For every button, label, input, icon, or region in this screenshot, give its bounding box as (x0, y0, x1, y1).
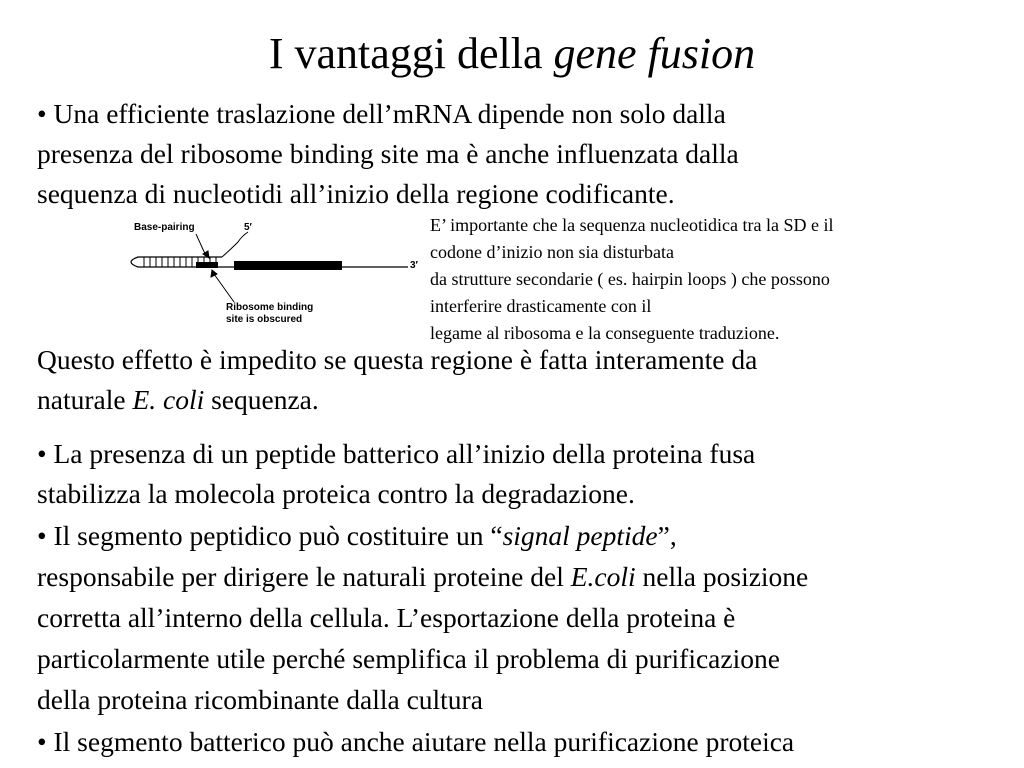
intro-line-1: • Una efficiente traslazione dell’mRNA dipende non solo dalla (37, 98, 726, 129)
coding-region-block (234, 261, 342, 270)
intro-line-2: presenza del ribosome binding site ma è anche influenzata dalla (37, 138, 739, 169)
bullet-2-text-end: ”, (657, 520, 677, 551)
diagram-label-5prime: 5′ (244, 222, 252, 233)
intro-line-3: sequenza di nucleotidi all’inizio della regione codificante. (37, 178, 675, 209)
slide-title (0, 28, 1024, 80)
mrna-hairpin-diagram (110, 212, 430, 342)
bullet-2-line-2-italic: E.coli (570, 561, 636, 592)
note-line-1: E’ importante che la sequenza nucleotidica tra la SD e il (430, 215, 834, 235)
note-line-3: da strutture secondarie ( es. hairpin loops ) che possono (430, 269, 830, 289)
diagram-label-3prime: 3′ (410, 260, 418, 271)
bullet-2-italic: signal peptide (502, 520, 658, 551)
note-line-4: interferire drasticamente con il (430, 296, 652, 316)
bullet-2-line-1 (37, 516, 677, 555)
strand-5prime-end (222, 232, 248, 257)
bullet-1-line-1: • La presenza di un peptide batterico all’inizio della proteina fusa (37, 438, 756, 469)
title-text: I vantaggi della (268, 29, 554, 78)
bullet-2-line-2-text: responsabile per dirigere le naturali proteine del (37, 561, 571, 592)
diagram-label-rbs-2: site is obscured (226, 314, 303, 325)
note-line-2: codone d’inizio non sia disturbata (430, 242, 674, 262)
effect-line-2 (37, 380, 319, 419)
note-line-5: legame al ribosoma e la conseguente traduzione. (430, 323, 780, 343)
effect-text: naturale (37, 384, 133, 415)
diagram-label-rbs-1: Ribosome binding (226, 302, 314, 313)
bullet-1-line-2: stabilizza la molecola proteica contro la degradazione. (37, 478, 635, 509)
bullet-2-line-4: particolarmente utile perché semplifica il problema di purificazione (37, 643, 780, 674)
effect-text-end: sequenza. (204, 384, 319, 415)
bullet-2-line-3: corretta all’interno della cellula. L’esportazione della proteina è (37, 602, 736, 633)
hairpin-note (430, 212, 834, 347)
bullet-3-line-1: • Il segmento batterico può anche aiutare nella purificazione proteica (37, 726, 795, 757)
bullet-2-line-2-text-end: nella posizione (635, 561, 809, 592)
rbs-block (196, 262, 218, 268)
bullet-2-line-5: della proteina ricombinante dalla cultura (37, 684, 483, 715)
bullet-2-text: • Il segmento peptidico può costituire un “ (37, 520, 503, 551)
effect-line-1: Questo effetto è impedito se questa regione è fatta interamente da (37, 344, 758, 375)
bullet-2-line-2 (37, 557, 808, 596)
effect-italic: E. coli (132, 384, 205, 415)
diagram-label-base-pairing: Base-pairing (134, 222, 195, 233)
title-italic-text: gene fusion (553, 29, 756, 78)
